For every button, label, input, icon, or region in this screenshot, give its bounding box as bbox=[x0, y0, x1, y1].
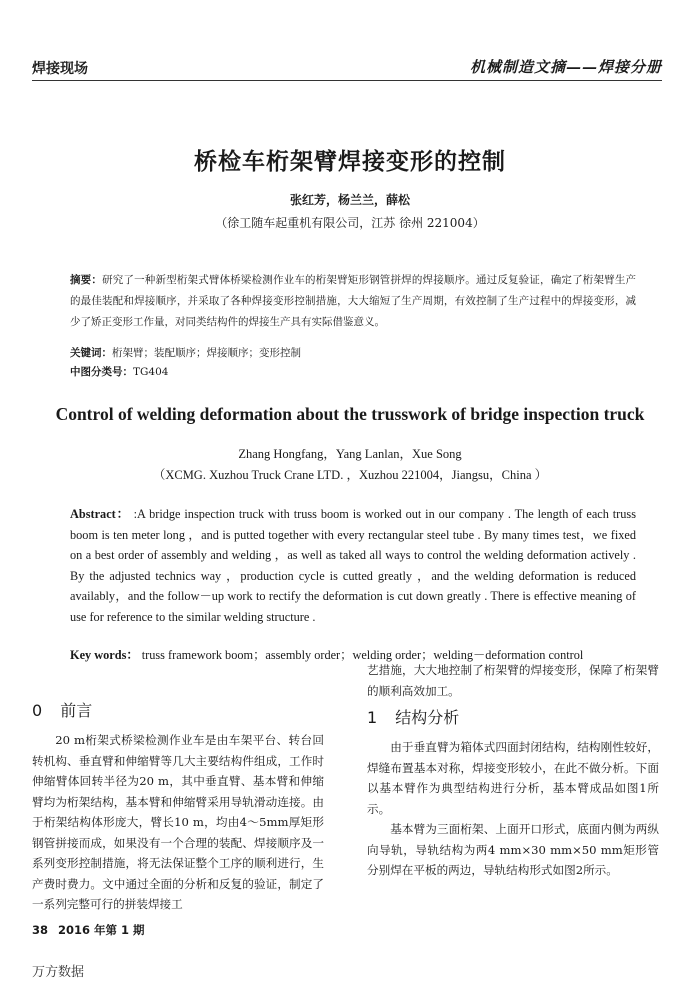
body-paragraph: 20 m桁架式桥梁检测作业车是由车架平台、转台回转机构、垂直臂和伸缩臂等几大主要结构件组成，工作时伸缩臂体回转半径为20 m，其中垂直臂、基本臂和伸缩臂均为桁架结构，基本臂和伸缩臂采用导轨滑动连接。由于桁架结构体形庞大，臂长10 m，均由4～5mm厚矩形钢管拼接而成，如果没有一个合理的装配、焊接顺序及一系列变形控制措施，将无法保证整个工序的顺利进行，生产费时费力。文中通过全面的分析和反复的验证，制定了一系列完整可行的拼装焊接工 bbox=[32, 733, 324, 911]
header-section-label: 焊接现场 bbox=[32, 61, 88, 77]
section-title: 前言 bbox=[60, 701, 93, 720]
section-number: 1 bbox=[367, 708, 378, 727]
section-title: 结构分析 bbox=[395, 708, 460, 727]
keywords-cn-block bbox=[70, 344, 636, 382]
keywords-en-label: Key words： bbox=[70, 648, 139, 662]
keywords-cn-text: 桁架臂；装配顺序；焊接顺序；变形控制 bbox=[112, 347, 301, 359]
section-number: 0 bbox=[32, 701, 43, 720]
abstract-en-label: Abstract： bbox=[70, 507, 130, 521]
authors: 张红芳，杨兰兰，薛松 bbox=[289, 193, 410, 207]
authors-en: Zhang Hongfang，Yang Lanlan，Xue Song bbox=[238, 447, 462, 461]
abstract-en-text: :A bridge inspection truck with truss boom is worked out in our company . The length of each truss boom is ten meter long ，and is putted together with every rectangular steel tube . By many times test，we fixed on a best order of assembly and welding ，as well as taked all ways to control the welding deformation actively . By the adjusted technics way ，production cycle is cutted greatly ，and the welding deformation is reduced availably，and the follow－up work to rectify the deformation is cut down greatly . There is effective meaning of use for reference to the similar welding structure . bbox=[70, 507, 636, 624]
body-paragraph-continued: 艺措施，大大地控制了桁架臂的焊接变形，保障了桁架臂的顺利高效加工。 bbox=[367, 663, 659, 698]
affiliation: （徐工随车起重机有限公司，江苏 徐州 221004） bbox=[215, 216, 485, 230]
keywords-en-text: truss framework boom；assembly order；welding order；welding－deformation control bbox=[141, 648, 584, 662]
running-header bbox=[32, 58, 662, 81]
classification-number bbox=[70, 363, 636, 382]
watermark: 万方数据 bbox=[32, 965, 85, 980]
header-journal-name: 机械制造文摘——焊接分册 bbox=[469, 58, 662, 76]
keywords-cn-label: 关键词： bbox=[70, 347, 112, 359]
body-paragraph: 由于垂直臂为箱体式四面封闭结构，结构刚性较好，焊缝布置基本对称，焊接变形较小，在此不做分析。下面以基本臂作为典型结构进行分析，基本臂成品如图1所示。 bbox=[367, 740, 659, 816]
page-footer bbox=[32, 922, 155, 938]
page-number: 38 bbox=[32, 923, 49, 937]
abstract-cn-label: 摘要： bbox=[70, 274, 103, 286]
body-paragraph: 基本臂为三面桁架、上面开口形式，底面内侧为两纵向导轨，导轨结构为两4 mm×30 mm×50 mm矩形管分别焊在平板的两边，导轨结构形式如图2所示。 bbox=[367, 822, 659, 877]
abstract-en bbox=[70, 504, 636, 627]
body-column-right bbox=[367, 660, 659, 881]
section-heading-0 bbox=[32, 700, 324, 722]
classification-label: 中图分类号： bbox=[70, 366, 133, 378]
classification-text: TG404 bbox=[133, 366, 169, 378]
article-title-en: Control of welding deformation about the trusswork of bridge inspection truck bbox=[55, 404, 645, 424]
abstract-cn-text: 研究了一种新型桁架式臂体桥梁检测作业车的桁架臂矩形钢管拼焊的焊接顺序。通过反复验证，确定了桁架臂生产的最佳装配和焊接顺序，并采取了各种焊接变形控制措施，大大缩短了生产周期，有效控制了生产过程中的焊接变形，减少了矫正变形工作量，对同类结构件的焊接生产具有实际借鉴意义。 bbox=[70, 274, 637, 328]
article-title: 桥检车桁架臂焊接变形的控制 bbox=[194, 149, 506, 175]
affiliation-en: （XCMG. Xuzhou Truck Crane LTD. ，Xuzhou 221004，Jiangsu，China ） bbox=[152, 468, 548, 482]
abstract-cn bbox=[70, 270, 636, 333]
section-heading-1 bbox=[367, 707, 659, 729]
keywords-cn bbox=[70, 344, 636, 363]
body-column-left bbox=[32, 700, 324, 915]
issue-label: 2016 年第 1 期 bbox=[58, 923, 145, 937]
